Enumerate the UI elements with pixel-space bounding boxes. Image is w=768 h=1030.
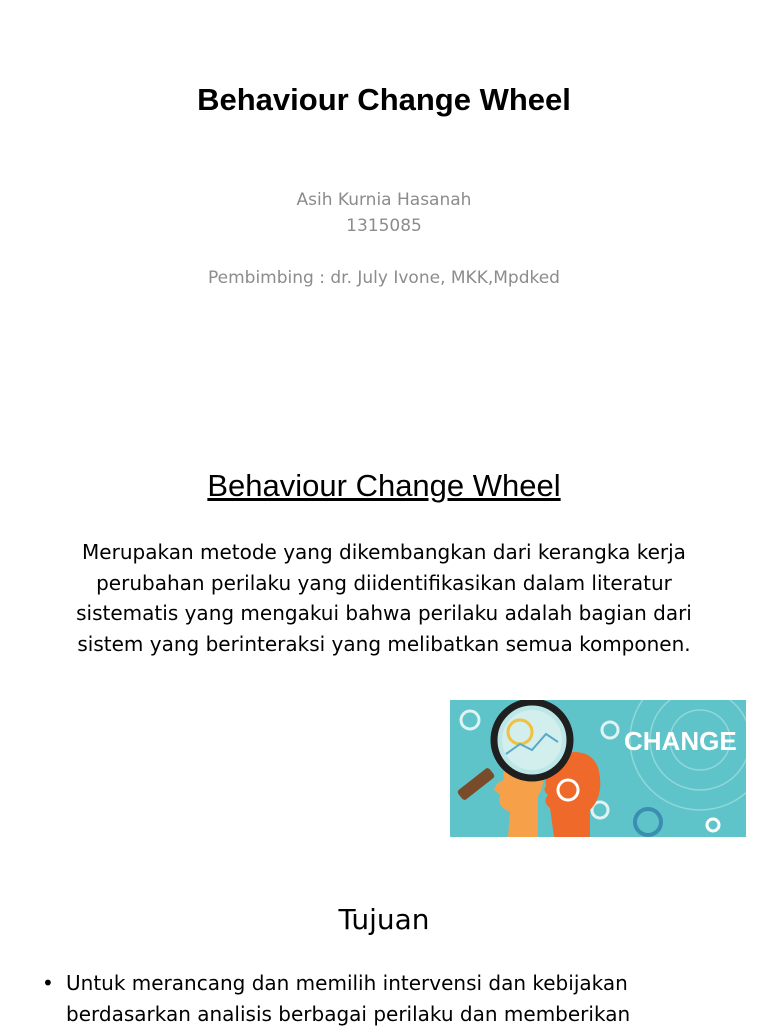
author-name: Asih Kurnia Hasanah: [296, 190, 472, 210]
section-title-tujuan: Tujuan: [338, 903, 430, 936]
section-body: Merupakan metode yang dikembangkan dari kerangka kerja perubahan perilaku yang diidentifikasikan dalam literatur sistematis yang mengakui bahwa perilaku adalah bagian dari sistem yang berinteraksi yang melibatkan semua komponen.: [76, 540, 692, 656]
student-id: 1315085: [346, 216, 422, 236]
bullet-list: [40, 968, 740, 1030]
bullet-icon: •: [42, 971, 54, 995]
list-item: [40, 968, 740, 1030]
bullet-text: Untuk merancang dan memilih intervensi dan kebijakan berdasarkan analisis berbagai perilaku dan memberikan: [66, 971, 631, 1026]
supervisor-line: Pembimbing : dr. July Ivone, MKK,Mpdked: [208, 268, 560, 288]
slide-title: Behaviour Change Wheel: [197, 82, 571, 117]
change-illustration: [450, 700, 746, 837]
change-text: CHANGE: [624, 726, 737, 756]
section-title: Behaviour Change Wheel: [207, 468, 561, 503]
magnifier-heads-icon: [450, 700, 746, 837]
